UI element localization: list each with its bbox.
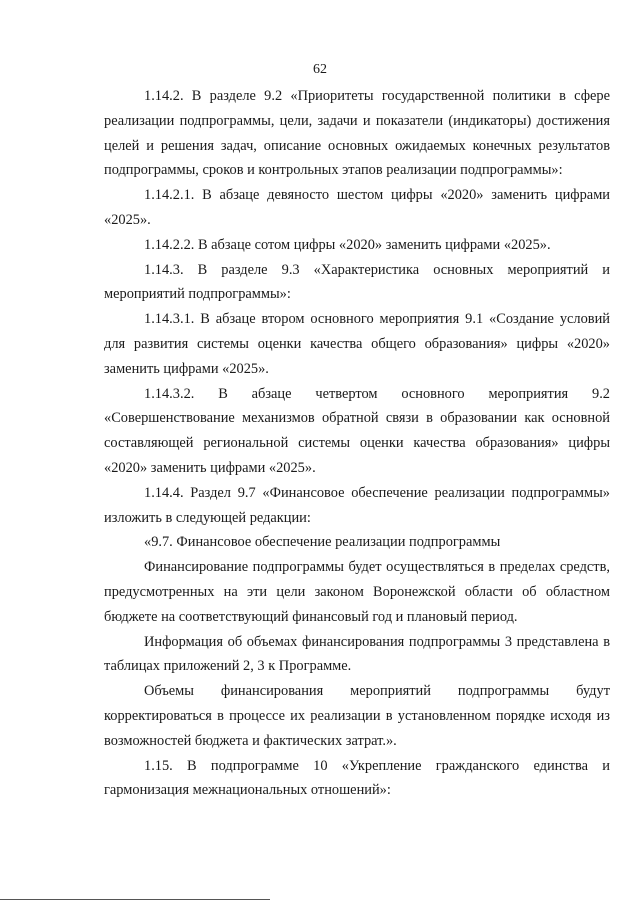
document-body: [104, 84, 610, 803]
paragraph-1-14-2-1: 1.14.2.1. В абзаце девяносто шестом цифры «2020» заменить цифрами «2025».: [104, 187, 610, 228]
paragraph-1-14-3-2: 1.14.3.2. В абзаце четвертом основного мероприятия 9.2 «Совершенствование механизмов обратной связи в образовании как основной составляющей региональной системы оценки качества образования» цифры «2020» заменить цифрами «2025».: [104, 385, 610, 476]
paragraph-financing-info: Информация об объемах финансирования подпрограммы 3 представлена в таблицах приложений 2, 3 к Программе.: [104, 633, 610, 675]
paragraph-1-14-3: 1.14.3. В разделе 9.3 «Характеристика основных мероприятий и мероприятий подпрограммы»:: [104, 261, 610, 303]
paragraph-financing: Финансирование подпрограммы будет осуществляться в пределах средств, предусмотренных на эти цели законом Воронежской области об областном бюджете на соответствующий финансовый год и плановый период.: [104, 559, 610, 625]
page-number: 62: [313, 62, 327, 77]
section-9-7-heading: «9.7. Финансовое обеспечение реализации подпрограммы: [144, 534, 501, 551]
paragraph-1-14-3-1: 1.14.3.1. В абзаце втором основного мероприятия 9.1 «Создание условий для развития системы оценки качества общего образования» цифры «2020» заменить цифрами «2025».: [104, 311, 610, 377]
page-bottom-rule: [0, 899, 270, 900]
paragraph-1-14-2: 1.14.2. В разделе 9.2 «Приоритеты государственной политики в сфере реализации подпрограммы, цели, задачи и показатели (индикаторы) достижения целей и решения задач, описание основных ожидаемых конечных результатов подпрограммы, сроков и контрольных этапов реализации подпрограммы»:: [104, 88, 610, 179]
paragraph-1-14-4: 1.14.4. Раздел 9.7 «Финансовое обеспечение реализации подпрограммы» изложить в следующей редакции:: [104, 484, 610, 526]
paragraph-1-14-2-2: 1.14.2.2. В абзаце сотом цифры «2020» заменить цифрами «2025».: [144, 236, 551, 253]
paragraph-1-15: 1.15. В подпрограмме 10 «Укрепление гражданского единства и гармонизация межнациональных отношений»:: [104, 757, 610, 799]
paragraph-financing-volumes: Объемы финансирования мероприятий подпрограммы будут корректироваться в процессе их реализации в установленном порядке исходя из возможностей бюджета и фактических затрат.».: [104, 683, 610, 749]
